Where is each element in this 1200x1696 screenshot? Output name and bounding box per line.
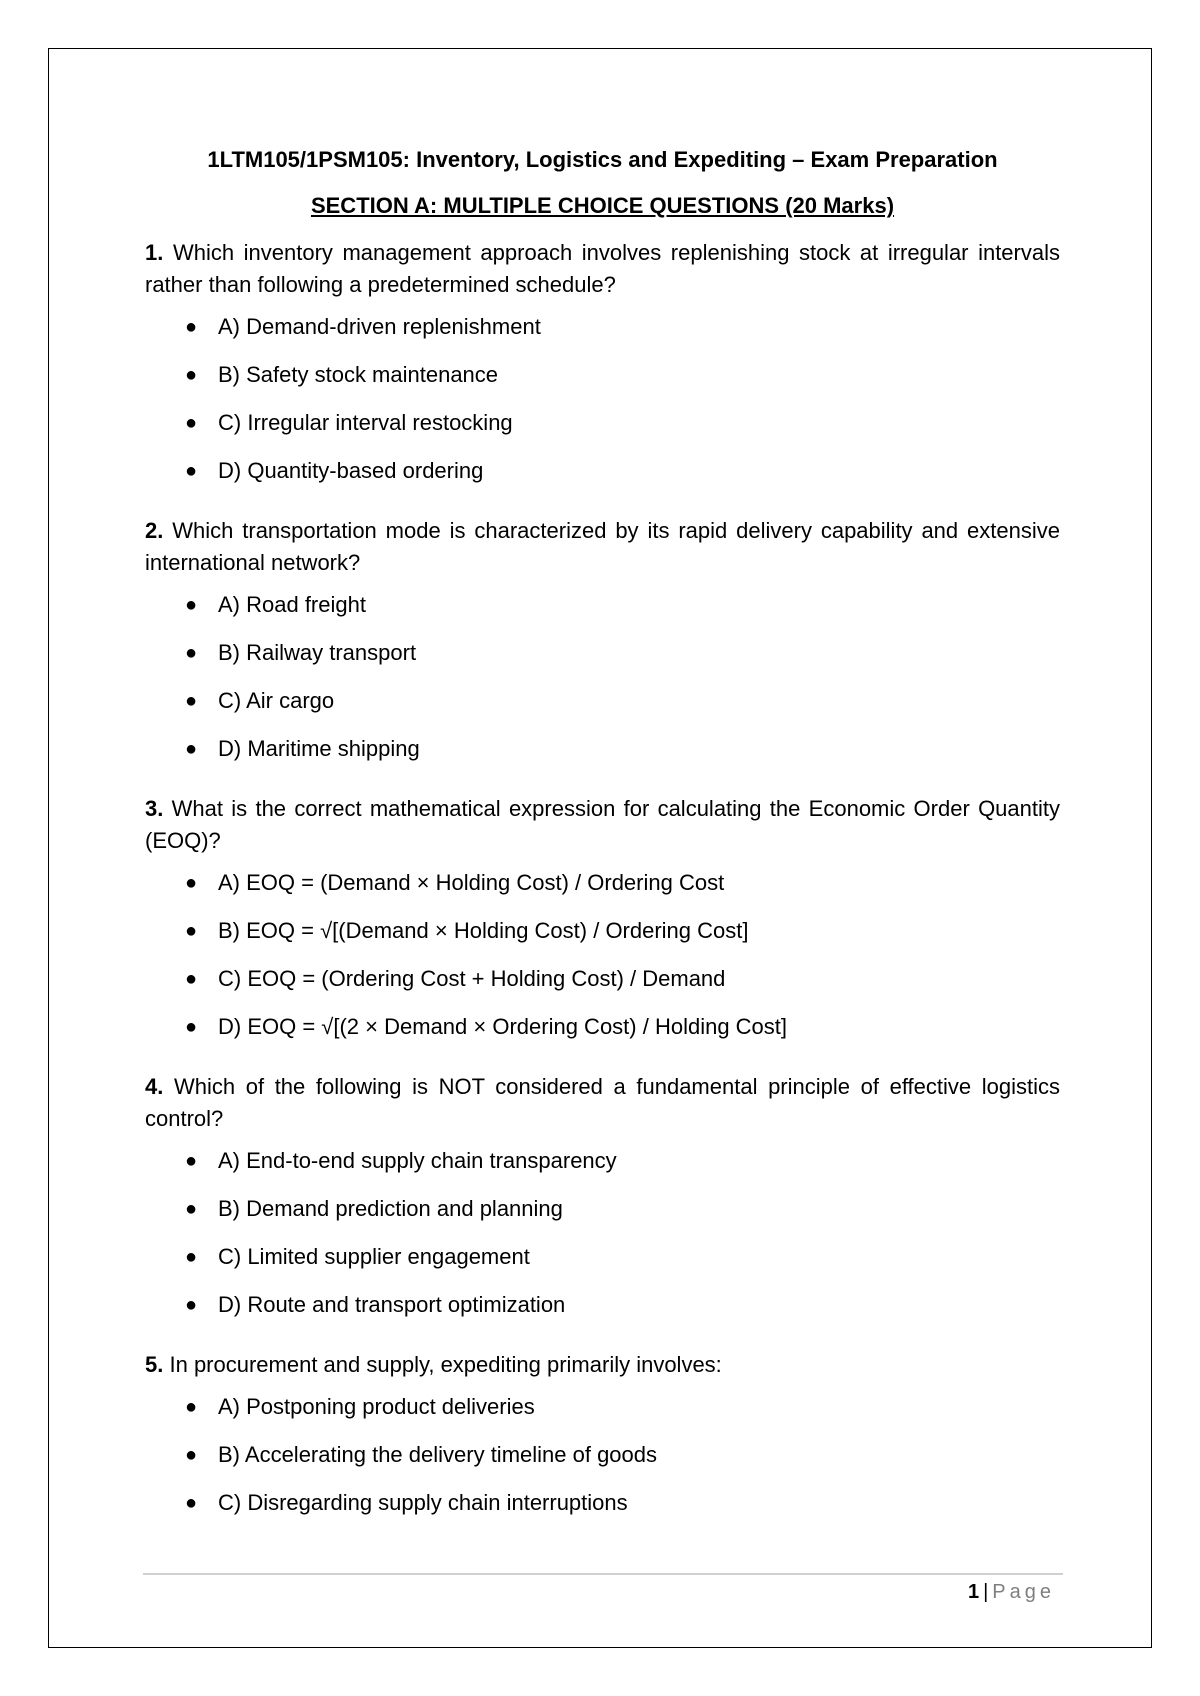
question-1-options [145,313,1060,505]
bullet-icon: ● [185,412,198,434]
option-text: D) Quantity-based ordering [218,458,484,483]
bullet-icon: ● [185,1150,198,1172]
bullet-icon: ● [185,1198,198,1220]
bullet-icon: ● [185,1246,198,1268]
option-item [145,457,1060,505]
option-item [145,1489,1060,1537]
bullet-icon: ● [185,364,198,386]
question-text: In procurement and supply, expediting primarily involves: [169,1352,722,1377]
option-item [145,409,1060,457]
option-text: B) Safety stock maintenance [218,362,499,387]
option-text: B) Railway transport [218,640,417,665]
page-label: Page [992,1581,1055,1603]
bullet-icon: ● [185,594,198,616]
option-text: C) Irregular interval restocking [218,410,513,435]
option-item [145,1441,1060,1489]
option-item [145,1243,1060,1291]
option-item [145,1291,1060,1339]
option-text: D) EOQ = √[(2 × Demand × Ordering Cost) / Holding Cost] [218,1014,788,1039]
document-body [145,145,1060,1547]
bullet-icon: ● [185,1444,198,1466]
bullet-icon: ● [185,642,198,664]
question-5 [145,1349,1060,1381]
option-item [145,917,1060,965]
question-number: 1. [145,240,164,265]
question-4-options [145,1147,1060,1339]
option-text: B) Demand prediction and planning [218,1196,563,1221]
option-text: B) EOQ = √[(Demand × Holding Cost) / Ordering Cost] [218,918,749,943]
bullet-icon: ● [185,1396,198,1418]
option-text: A) EOQ = (Demand × Holding Cost) / Ordering Cost [218,870,725,895]
option-text: A) Postponing product deliveries [218,1394,535,1419]
bullet-icon: ● [185,872,198,894]
question-number: 2. [145,518,164,543]
bullet-icon: ● [185,738,198,760]
option-text: A) End-to-end supply chain transparency [218,1148,617,1173]
option-text: A) Demand-driven replenishment [218,314,541,339]
bullet-icon: ● [185,316,198,338]
question-4 [145,1071,1060,1135]
option-item [145,965,1060,1013]
option-item [145,361,1060,409]
option-text: C) EOQ = (Ordering Cost + Holding Cost) / Demand [218,966,726,991]
option-item [145,591,1060,639]
question-1 [145,237,1060,301]
option-item [145,1013,1060,1061]
question-2-options [145,591,1060,783]
option-item [145,639,1060,687]
question-text: What is the correct mathematical expression for calculating the Economic Order Quantity (EOQ)? [145,796,1060,853]
section-title: SECTION A: MULTIPLE CHOICE QUESTIONS (20 Marks) [310,193,895,218]
option-item [145,1393,1060,1441]
question-number: 5. [145,1352,164,1377]
footer-divider [143,1573,1063,1575]
option-item [145,869,1060,917]
option-text: B) Accelerating the delivery timeline of goods [218,1442,658,1467]
question-number: 4. [145,1074,164,1099]
bullet-icon: ● [185,1294,198,1316]
document-title: 1LTM105/1PSM105: Inventory, Logistics and Expediting – Exam Preparation [207,147,998,172]
option-item [145,1147,1060,1195]
option-text: D) Route and transport optimization [218,1292,566,1317]
option-item [145,313,1060,361]
option-item [145,735,1060,783]
option-item [145,687,1060,735]
bullet-icon: ● [185,1492,198,1514]
question-3 [145,793,1060,857]
bullet-icon: ● [185,460,198,482]
question-number: 3. [145,796,164,821]
question-text: Which inventory management approach involves replenishing stock at irregular intervals rather than following a predetermined schedule? [145,240,1060,297]
question-3-options [145,869,1060,1061]
bullet-icon: ● [185,968,198,990]
question-5-options [145,1393,1060,1537]
question-2 [145,515,1060,579]
bullet-icon: ● [185,690,198,712]
option-text: D) Maritime shipping [218,736,420,761]
page-footer [968,1579,1055,1605]
option-text: C) Limited supplier engagement [218,1244,530,1269]
option-text: C) Disregarding supply chain interruptions [218,1490,628,1515]
footer-separator: | [983,1581,989,1603]
option-text: C) Air cargo [218,688,335,713]
question-text: Which of the following is NOT considered a fundamental principle of effective logistics control? [145,1074,1060,1131]
bullet-icon: ● [185,920,198,942]
question-text: Which transportation mode is characterized by its rapid delivery capability and extensive international network? [145,518,1060,575]
option-text: A) Road freight [218,592,366,617]
option-item [145,1195,1060,1243]
bullet-icon: ● [185,1016,198,1038]
page-number: 1 [967,1581,980,1603]
